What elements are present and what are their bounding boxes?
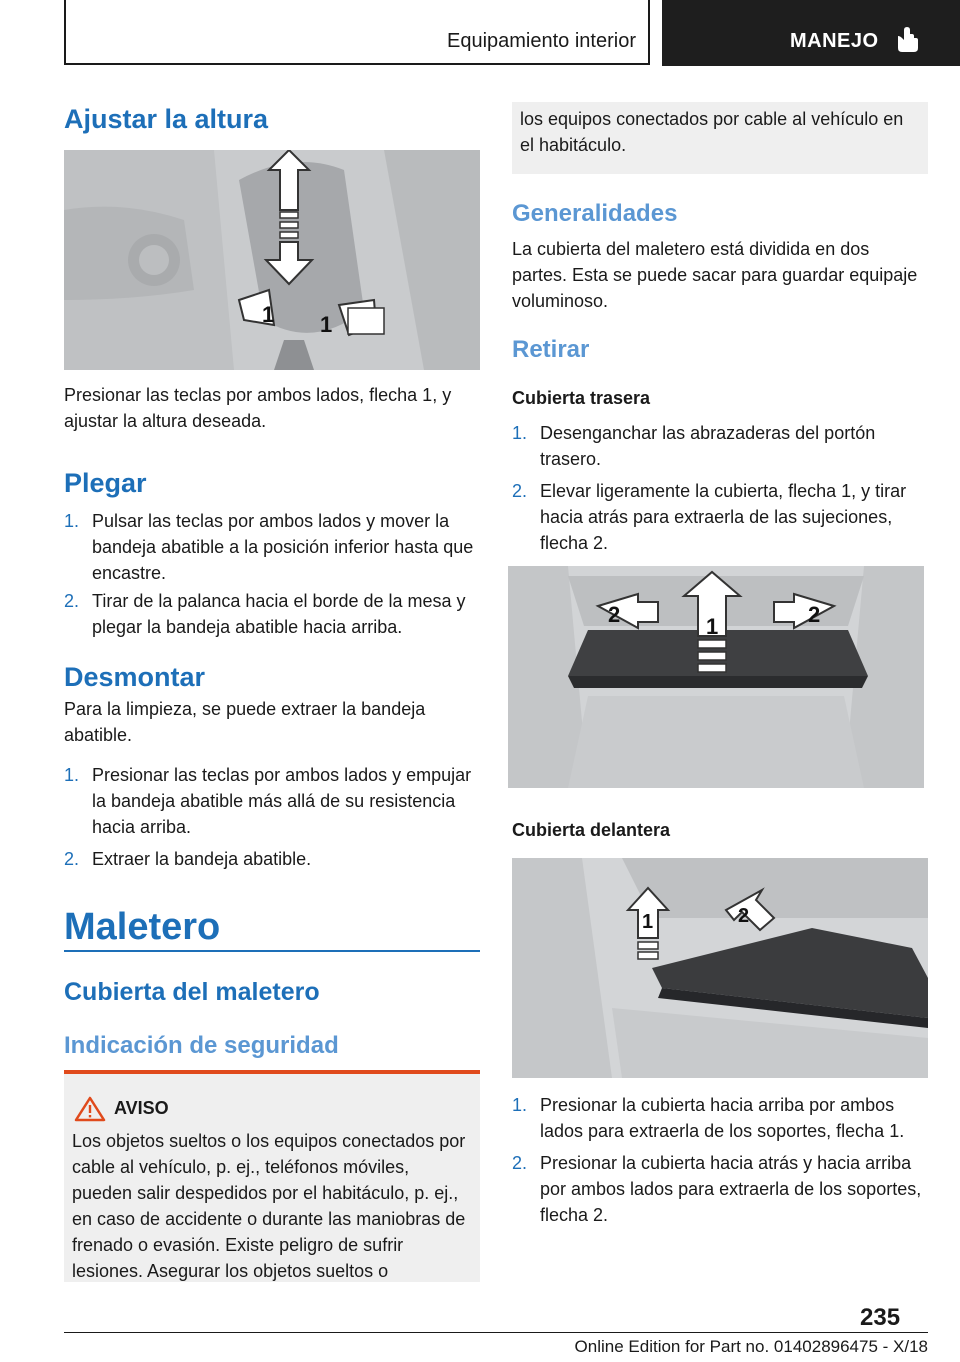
rear-cover-illustration (508, 566, 924, 788)
paragraph-generalidades: La cubierta del maletero está dividida en dos partes. Esta se puede sacar para guardar equipaje voluminoso. (512, 239, 918, 311)
step-text: Extraer la bandeja abatible. (92, 849, 312, 869)
delantera-step-2 (512, 1150, 928, 1228)
header-section-title: Equipamiento interior (447, 30, 636, 52)
fig1-label-1a: 1 (262, 302, 275, 327)
step-text: Tirar de la palanca hacia el borde de la mesa y plegar la bandeja abatible hacia arriba. (92, 591, 466, 637)
plegar-step-1 (64, 508, 480, 586)
warning-title: AVISO (114, 1098, 169, 1118)
plegar-step-2 (64, 588, 480, 640)
step-text: Desenganchar las abrazaderas del portón trasero. (540, 423, 876, 469)
heading-generalidades: Generalidades (512, 200, 678, 227)
step-text: Presionar la cubierta hacia arriba por ambos lados para extraerla de los soportes, flecha 1. (540, 1095, 905, 1141)
header-rule-left (64, 0, 66, 64)
figure-rear-cover (508, 566, 924, 788)
warning-text-continued: los equipos conectados por cable al vehículo en el habitáculo. (520, 109, 904, 155)
trasera-step-2 (512, 478, 928, 556)
page-number: 235 (860, 1304, 901, 1331)
heading-rule (64, 950, 480, 952)
header-rule-bottom (64, 63, 650, 65)
headrest-illustration (64, 150, 480, 370)
step-number: 1. (64, 511, 80, 531)
step-number: 2. (512, 1153, 528, 1173)
step-number: 2. (512, 481, 528, 501)
subheading-cubierta-delantera: Cubierta delantera (512, 820, 671, 840)
step-number: 1. (512, 423, 528, 443)
figure-front-cover (512, 858, 928, 1078)
warning-triangle-icon (74, 1096, 106, 1122)
fig2-label-2-left: 2 (608, 602, 621, 627)
trasera-step-1 (512, 420, 928, 472)
step-text: Presionar las teclas por ambos lados y empujar la bandeja abatible más allá de su resistencia hacia arriba. (92, 765, 472, 837)
footer-rule (64, 1332, 928, 1333)
step-number: 1. (64, 765, 80, 785)
heading-desmontar: Desmontar (64, 662, 206, 692)
heading-ajustar-altura: Ajustar la altura (64, 104, 269, 134)
desmontar-step-1 (64, 762, 480, 840)
warning-text: Los objetos sueltos o los equipos conectados por cable al vehículo, p. ej., teléfonos móviles, pueden salir despedidos por el habitáculo, p. ej., en caso de accidente o durante las maniobras de frenado o evasión. Existe peligro de sufrir lesiones. Asegurar los objetos sueltos o (72, 1131, 466, 1281)
desmontar-step-2 (64, 846, 480, 872)
delantera-step-1 (512, 1092, 928, 1144)
footer-edition: Online Edition for Part no. 01402896475 - X/18 (574, 1337, 928, 1356)
heading-indicacion-seguridad: Indicación de seguridad (64, 1032, 339, 1059)
header-rule-divider (648, 0, 650, 64)
step-text: Pulsar las teclas por ambos lados y mover la bandeja abatible a la posición inferior hasta que encastre. (92, 511, 474, 583)
paragraph-ajustar: Presionar las teclas por ambos lados, flecha 1, y ajustar la altura deseada. (64, 385, 452, 431)
fig2-label-1: 1 (706, 614, 719, 639)
step-text: Presionar la cubierta hacia atrás y hacia arriba por ambos lados para extraerla de los soportes, flecha 2. (540, 1153, 922, 1225)
header-chapter-label: MANEJO (790, 30, 879, 52)
front-cover-illustration (512, 858, 928, 1078)
heading-retirar: Retirar (512, 336, 590, 363)
fig3-label-1: 1 (642, 911, 654, 933)
warning-box-continued (512, 102, 928, 174)
warning-accent-bar (64, 1070, 480, 1074)
fig2-label-2-right: 2 (808, 602, 821, 627)
heading-plegar: Plegar (64, 468, 147, 498)
heading-maletero: Maletero (64, 906, 221, 948)
fig3-label-2: 2 (738, 905, 750, 927)
paragraph-desmontar: Para la limpieza, se puede extraer la bandeja abatible. (64, 699, 426, 745)
warning-box (64, 1070, 480, 1282)
step-number: 1. (512, 1095, 528, 1115)
step-number: 2. (64, 591, 80, 611)
step-number: 2. (64, 849, 80, 869)
fig1-label-1b: 1 (320, 312, 333, 337)
figure-headrest-height (64, 150, 480, 370)
step-text: Elevar ligeramente la cubierta, flecha 1, y tirar hacia atrás para extraerla de las sujeciones, flecha 2. (540, 481, 907, 553)
heading-cubierta-maletero: Cubierta del maletero (64, 978, 320, 1006)
steering-hand-icon (892, 26, 922, 54)
subheading-cubierta-trasera: Cubierta trasera (512, 388, 651, 408)
